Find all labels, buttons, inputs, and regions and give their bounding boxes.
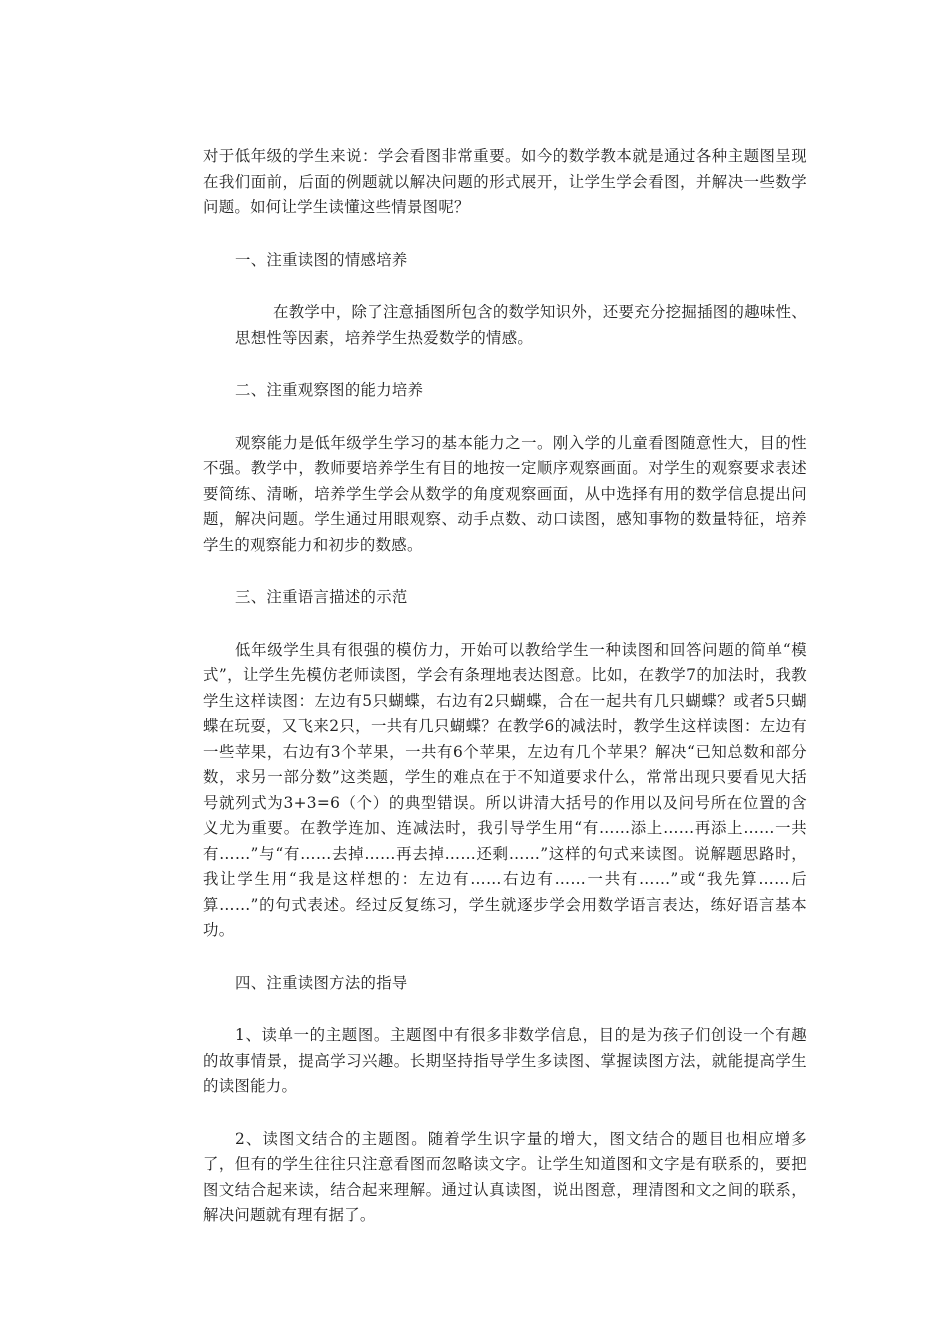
section-heading-2: 二、注重观察图的能力培养 xyxy=(235,381,424,399)
section-heading-3: 三、注重语言描述的示范 xyxy=(235,588,408,606)
section-4-paragraph-1: 1、读单一的主题图。主题图中有很多非数学信息，目的是为孩子们创设一个有趣的故事情景，提高学习兴趣。长期坚持指导学生多读图、掌握读图方法，就能提高学生的读图能力。 xyxy=(203,1026,807,1095)
intro-paragraph: 对于低年级的学生来说：学会看图非常重要。如今的数学教本就是通过各种主题图呈现在我们面前，后面的例题就以解决问题的形式展开，让学生学会看图，并解决一些数学问题。如何让学生读懂这些情景图呢？ xyxy=(203,147,807,216)
section-2-paragraph: 观察能力是低年级学生学习的基本能力之一。刚入学的儿童看图随意性大，目的性不强。教学中，教师要培养学生有目的地按一定顺序观察画面。对学生的观察要求表述要简练、清晰，培养学生学会从数学的角度观察画面，从中选择有用的数学信息提出问题，解决问题。学生通过用眼观察、动手点数、动口读图，感知事物的数量特征，培养学生的观察能力和初步的数感。 xyxy=(203,433,807,554)
section-heading-1: 一、注重读图的情感培养 xyxy=(235,250,408,269)
section-heading-4: 四、注重读图方法的指导 xyxy=(235,973,408,992)
section-3-paragraph: 低年级学生具有很强的模仿力，开始可以教给学生一种读图和回答问题的简单“模式”，让学生先模仿老师读图，学会有条理地表达图意。比如，在教学7的加法时，我教学生这样读图：左边有5只蝴蝶，右边有2只蝴蝶，合在一起共有几只蝴蝶？或者5只蝴蝶在玩耍，又飞来2只，一共有几只蝴蝶？在教学6的减法时，教学生这样读图：左边有一些苹果，右边有3个苹果，一共有6个苹果，左边有几个苹果？解决“已知总数和部分数，求另一部分数”这类题，学生的难点在于不知道要求什么，常常出现只要看见大括号就列式为3+3=6（个）的典型错误。所以讲清大括号的作用以及问号所在位置的含义尤为重要。在教学连加、连减法时，我引导学生用“有……添上……再添上……一共有……”与“有……去掉……再去掉……还剩……”这样的句式来读图。说解题思路时，我让学生用“我是这样想的：左边有……右边有……一共有……”或“我先算……后算……”的句式表述。经过反复练习，学生就逐步学会用数学语言表达，练好语言基本功。 xyxy=(203,640,807,939)
document-page xyxy=(203,144,807,1256)
section-4-paragraph-2: 2、读图文结合的主题图。随着学生识字量的增大，图文结合的题目也相应增多了，但有的学生往往只注意看图而忽略读文字。让学生知道图和文字是有联系的，要把图文结合起来读，结合起来理解。通过认真读图，说出图意，理清图和文之间的联系，解决问题就有理有据了。 xyxy=(203,1129,807,1224)
section-1-paragraph: 在教学中，除了注意插图所包含的数学知识外，还要充分挖掘插图的趣味性、思想性等因素，培养学生热爱数学的情感。 xyxy=(235,303,807,347)
